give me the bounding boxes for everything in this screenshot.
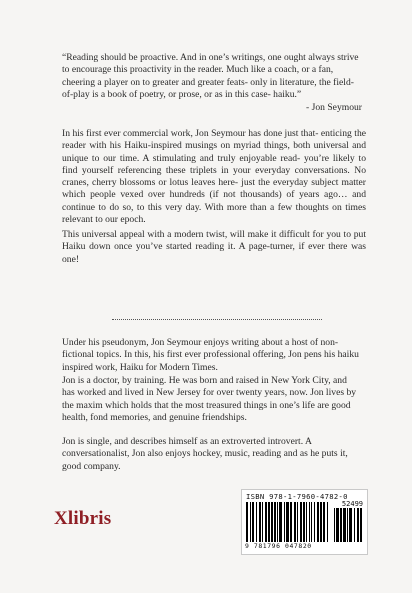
barcode-bar bbox=[306, 502, 307, 542]
barcode-bar bbox=[290, 502, 292, 542]
barcode-bar bbox=[274, 502, 276, 542]
author-quote bbox=[62, 52, 362, 114]
barcode-bar bbox=[284, 502, 285, 542]
barcode-bar bbox=[311, 502, 312, 542]
barcode-bar bbox=[360, 508, 362, 542]
barcode-bar bbox=[303, 502, 305, 542]
blurb-paragraph-2: This universal appeal with a modern twist, will make it difficult for you to put Haiku down once you’ve started reading it. A page-turner, if ever there was one! bbox=[62, 229, 366, 265]
barcode-bar bbox=[340, 508, 342, 542]
barcode-bar bbox=[357, 508, 359, 542]
barcode-bar bbox=[279, 502, 282, 542]
barcode-bar bbox=[246, 502, 248, 542]
barcode-bar bbox=[347, 508, 348, 542]
barcode-bar bbox=[317, 502, 319, 542]
ean-bars bbox=[246, 502, 330, 542]
barcode-bar bbox=[259, 502, 261, 542]
barcode-bar bbox=[334, 508, 335, 542]
barcode-bar bbox=[314, 502, 315, 542]
bio-paragraph-3: Jon is single, and describes himself as an extroverted introvert. A conversationalist, Jon also enjoys hockey, music, reading and as he puts it, good company. bbox=[62, 436, 348, 472]
barcode-bar bbox=[268, 502, 270, 542]
barcode-bar bbox=[309, 502, 310, 542]
barcode-bar bbox=[262, 502, 263, 542]
section-divider bbox=[112, 319, 322, 320]
quote-attribution: - Jon Seymour bbox=[306, 101, 362, 113]
barcode-bar bbox=[354, 508, 355, 542]
barcode-bar bbox=[320, 502, 322, 542]
price-code: 52499 bbox=[341, 500, 363, 508]
barcode-bar bbox=[343, 508, 346, 542]
barcode-bar bbox=[252, 502, 254, 542]
blurb-paragraph-1: In his first ever commercial work, Jon Seymour has done just that- enticing the reader with his Haiku-inspired musings on myriad things, both universal and unique to our time. A stimulating and truly enjoyable read- you’re likely to find yourself referencing these triplets in your everyday conversations. No cranes, cherry blossoms or lotus leaves here- just the everyday subject matter which people vexed over hundreds (if not thousands) of years ago… and continue to do so, to this very day. With more than a few thoughts on times relevant to our epoch. bbox=[62, 128, 366, 226]
bio-paragraph-1: Under his pseudonym, Jon Seymour enjoys writing about a host of non-fictional topics. In this, his first ever professional offering, Jon pens his haiku inspired work, Haiku for Modern Times. bbox=[62, 337, 359, 373]
barcode-bar bbox=[294, 502, 296, 542]
barcode-bar bbox=[250, 502, 251, 542]
barcode-bar bbox=[349, 508, 352, 542]
barcode-bar bbox=[327, 502, 328, 542]
barcode-bar bbox=[323, 502, 325, 542]
barcode-bar bbox=[277, 502, 278, 542]
barcode-bar bbox=[256, 502, 257, 542]
ean-digits: 9 781796 047820 bbox=[245, 542, 312, 550]
bio-paragraph-2: Jon is a doctor, by training. He was born and raised in New York City, and has worked and lived in New Jersey for over twenty years, now. Jon lives by the maxim which holds that the most treasured things in one’s life are good health, fond memories, and genuine friendships. bbox=[62, 375, 357, 423]
barcode-bar bbox=[265, 502, 267, 542]
barcode-bar bbox=[297, 502, 298, 542]
isbn-barcode bbox=[241, 489, 368, 555]
addon-bars bbox=[334, 508, 362, 542]
publisher-logo: Xlibris bbox=[54, 508, 112, 529]
isbn-label: ISBN 978-1-7960-4782-0 bbox=[246, 492, 348, 501]
barcode-bar bbox=[286, 502, 289, 542]
quote-text: “Reading should be proactive. And in one’s writings, one ought always strive to encourage this proactivity in the reader. Much like a coach, or a fan, cheering a player on to greater and greater feats- only in literature, the field-of-play is a book of poetry, or prose, or as in this case- haiku.” bbox=[62, 52, 359, 101]
barcode-bar bbox=[336, 508, 339, 542]
barcode-bar bbox=[300, 502, 302, 542]
barcode-bar bbox=[271, 502, 273, 542]
